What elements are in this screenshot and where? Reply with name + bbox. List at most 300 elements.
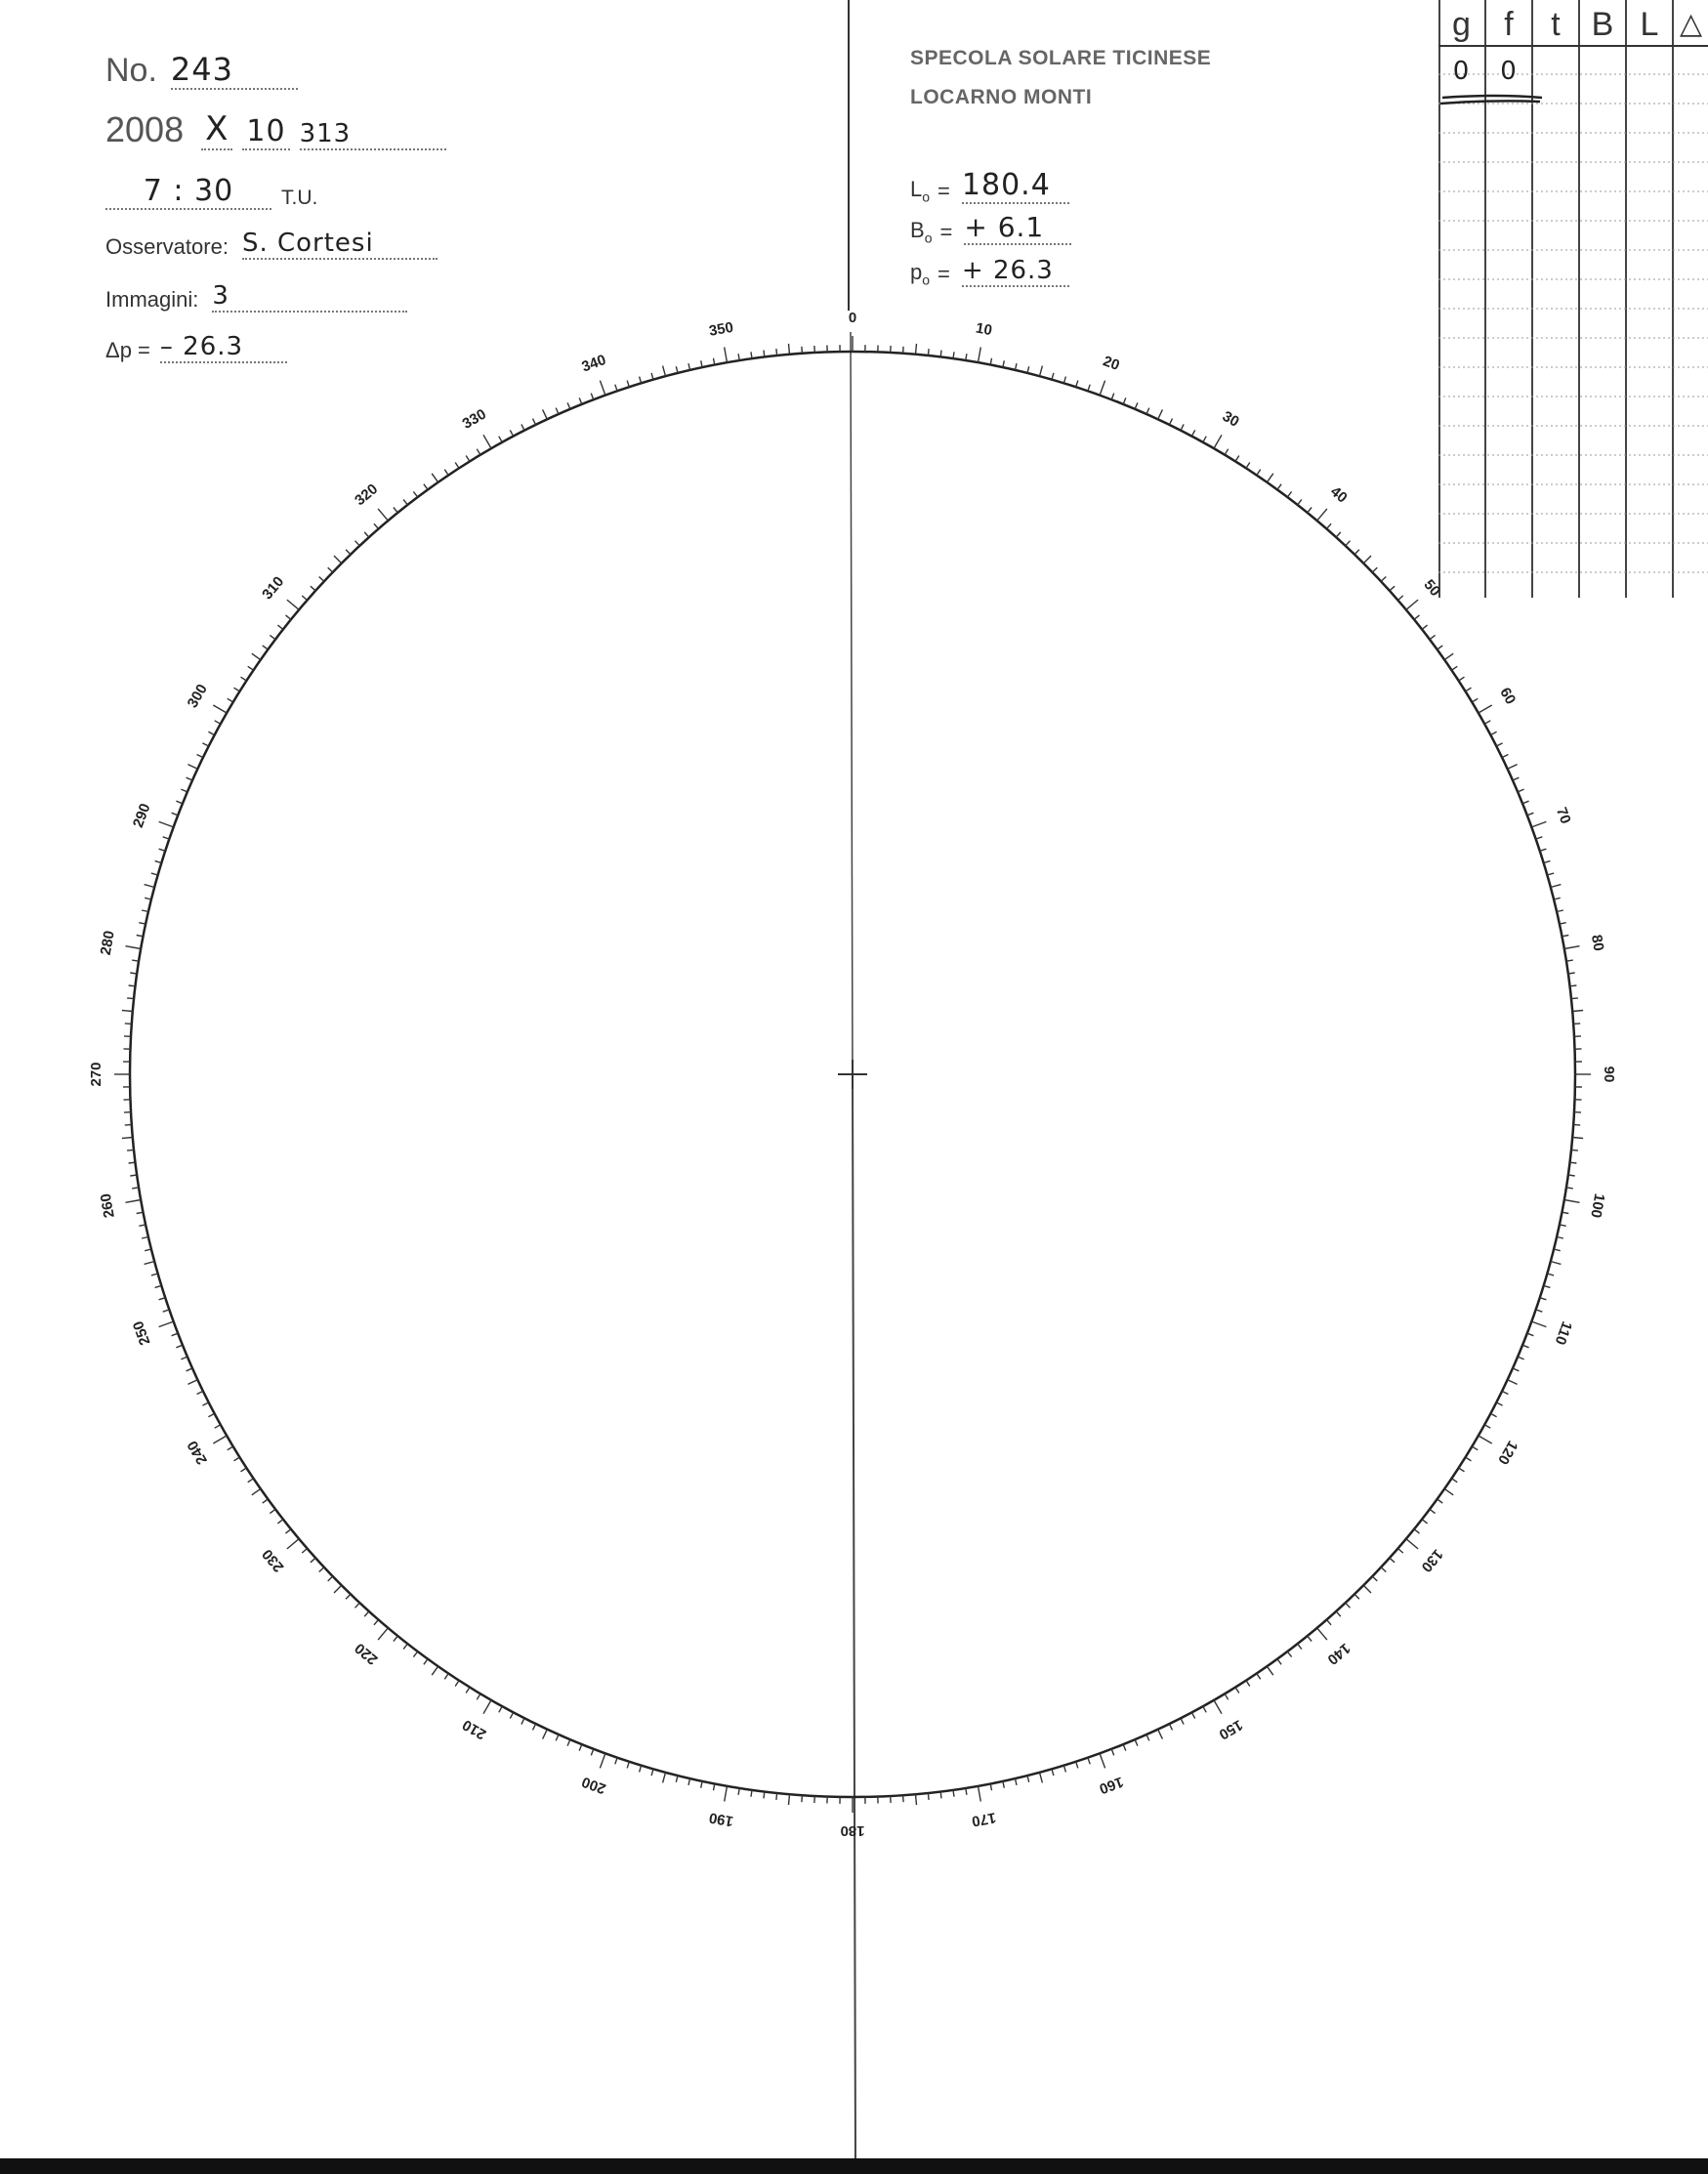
angle-label-350: 350 — [707, 318, 735, 340]
tick-322 — [403, 499, 407, 505]
tick-298 — [208, 732, 214, 734]
tick-28 — [1191, 430, 1194, 436]
cell-g-row1: 0 — [1452, 57, 1471, 86]
tick-64 — [1502, 755, 1508, 758]
tick-308 — [277, 625, 283, 629]
tick-127 — [1430, 1509, 1436, 1513]
tick-295 — [187, 765, 197, 770]
tick-339 — [591, 394, 594, 400]
tick-24 — [1146, 408, 1149, 414]
tick-149 — [1225, 1693, 1229, 1699]
tick-333 — [521, 424, 524, 430]
tick-176 — [903, 1795, 904, 1802]
ephemeris-B-eq: = — [939, 220, 953, 244]
tick-320 — [378, 509, 388, 521]
tick-129 — [1414, 1529, 1419, 1533]
angle-label-240: 240 — [184, 1438, 211, 1468]
tick-352 — [751, 352, 752, 358]
tick-16 — [1052, 373, 1054, 380]
tick-165 — [1040, 1773, 1043, 1783]
tick-319 — [374, 523, 379, 528]
tick-80 — [1564, 946, 1580, 949]
tick-143 — [1287, 1651, 1291, 1657]
tick-293 — [181, 789, 187, 792]
tick-84 — [1571, 998, 1578, 999]
angle-label-70: 70 — [1552, 805, 1574, 826]
tick-326 — [444, 470, 448, 476]
tick-287 — [155, 861, 162, 863]
tick-239 — [228, 1446, 233, 1450]
angle-label-310: 310 — [259, 573, 288, 604]
tick-341 — [615, 385, 617, 392]
tick-166 — [1027, 1776, 1029, 1782]
angle-label-160: 160 — [1097, 1773, 1126, 1798]
angle-label-260: 260 — [97, 1192, 118, 1220]
tick-202 — [579, 1744, 582, 1751]
tick-303 — [241, 677, 247, 681]
date-year: 2008 — [105, 109, 185, 149]
tick-190 — [725, 1786, 728, 1802]
tick-342 — [627, 381, 629, 388]
tick-107 — [1544, 1285, 1551, 1287]
tick-33 — [1246, 463, 1250, 469]
images-value: 3 — [212, 281, 407, 313]
tick-275 — [122, 1011, 133, 1012]
tick-160 — [1100, 1753, 1105, 1768]
col-header-L: L — [1627, 0, 1674, 45]
tick-152 — [1191, 1712, 1194, 1718]
tick-148 — [1235, 1688, 1239, 1693]
tick-142 — [1298, 1644, 1302, 1650]
tick-138 — [1336, 1611, 1341, 1616]
tick-74 — [1547, 873, 1554, 875]
tick-69 — [1527, 813, 1534, 815]
tick-34 — [1257, 470, 1261, 476]
tick-233 — [270, 1509, 275, 1513]
tick-257 — [142, 1237, 148, 1239]
tick-62 — [1490, 732, 1496, 734]
tick-232 — [277, 1520, 283, 1524]
tick-175 — [916, 1794, 917, 1805]
tick-122 — [1466, 1457, 1472, 1461]
tick-147 — [1246, 1681, 1250, 1687]
tick-110 — [1531, 1321, 1546, 1327]
tick-53 — [1430, 635, 1436, 639]
tick-285 — [145, 885, 155, 888]
tick-7 — [940, 351, 941, 357]
tick-211 — [477, 1693, 480, 1699]
tick-188 — [751, 1790, 752, 1797]
ephemeris-P-symbol: $p_o$ — [910, 259, 931, 287]
tick-216 — [424, 1659, 428, 1665]
angle-label-40: 40 — [1326, 482, 1351, 507]
no-value: 243 — [171, 51, 298, 90]
tick-105 — [1551, 1262, 1562, 1265]
tick-246 — [187, 1368, 192, 1371]
col-header-t: t — [1533, 0, 1580, 45]
tick-72 — [1540, 849, 1547, 851]
tick-42 — [1336, 532, 1341, 537]
tick-222 — [364, 1611, 369, 1616]
tick-187 — [764, 1792, 765, 1799]
tick-214 — [444, 1674, 448, 1680]
tick-355 — [789, 344, 790, 355]
tick-344 — [651, 373, 653, 380]
tick-56 — [1452, 666, 1458, 670]
angle-label-50: 50 — [1420, 576, 1444, 601]
tick-131 — [1398, 1549, 1403, 1554]
tick-347 — [688, 363, 690, 370]
tick-292 — [176, 801, 183, 804]
tick-118 — [1490, 1413, 1496, 1416]
tick-305 — [252, 653, 261, 659]
tick-100 — [1564, 1200, 1580, 1203]
angle-label-150: 150 — [1216, 1716, 1246, 1743]
cell-f-row1: 0 — [1500, 57, 1518, 86]
tick-280 — [126, 946, 142, 949]
tick-59 — [1472, 698, 1478, 702]
tick-19 — [1088, 385, 1090, 392]
angle-label-110: 110 — [1551, 1318, 1575, 1348]
angle-label-170: 170 — [970, 1809, 998, 1830]
tick-238 — [234, 1457, 240, 1461]
angle-label-330: 330 — [459, 405, 489, 433]
tick-207 — [521, 1718, 524, 1724]
tick-123 — [1459, 1468, 1465, 1472]
tick-155 — [1158, 1730, 1163, 1739]
tick-4 — [903, 347, 904, 354]
tick-23 — [1135, 402, 1138, 408]
tick-40 — [1317, 509, 1327, 521]
tick-35 — [1267, 474, 1272, 482]
tick-251 — [163, 1310, 170, 1312]
ephemeris-L-eq: = — [937, 179, 950, 203]
tick-117 — [1496, 1402, 1502, 1405]
tick-26 — [1169, 419, 1172, 425]
tick-236 — [248, 1479, 254, 1483]
tick-27 — [1181, 424, 1184, 430]
tick-109 — [1536, 1310, 1543, 1312]
tick-354 — [776, 349, 777, 355]
col-header-delta: △ — [1679, 8, 1703, 40]
tick-153 — [1181, 1718, 1184, 1724]
tick-288 — [159, 849, 166, 851]
ephemeris-L-symbol: $L_o$ — [910, 176, 931, 204]
tick-235 — [252, 1488, 261, 1494]
tick-46 — [1372, 567, 1377, 572]
tick-286 — [151, 873, 158, 875]
tick-68 — [1522, 801, 1529, 804]
tick-130 — [1406, 1539, 1418, 1549]
date-day: 10 — [242, 114, 289, 150]
tick-226 — [328, 1576, 333, 1581]
angle-label-180: 180 — [840, 1822, 865, 1840]
tick-200 — [600, 1753, 605, 1768]
tick-52 — [1422, 625, 1428, 629]
tick-244 — [197, 1391, 203, 1394]
tick-184 — [802, 1795, 803, 1802]
tick-209 — [499, 1706, 502, 1712]
tick-215 — [432, 1666, 437, 1675]
tick-225 — [334, 1585, 342, 1593]
tick-39 — [1308, 508, 1312, 513]
tick-266 — [125, 1125, 132, 1126]
tick-137 — [1346, 1603, 1351, 1608]
col-header-f: f — [1486, 0, 1533, 45]
tick-219 — [394, 1636, 397, 1641]
tick-71 — [1536, 837, 1543, 839]
tick-248 — [176, 1345, 183, 1348]
tick-38 — [1298, 499, 1302, 505]
tick-156 — [1146, 1735, 1149, 1740]
angle-label-100: 100 — [1587, 1192, 1608, 1220]
angle-label-130: 130 — [1417, 1545, 1446, 1575]
tick-113 — [1518, 1357, 1523, 1359]
tick-114 — [1513, 1368, 1519, 1371]
tick-307 — [270, 635, 275, 639]
tick-193 — [688, 1778, 690, 1785]
tick-77 — [1557, 910, 1563, 912]
tick-203 — [567, 1739, 570, 1745]
tick-201 — [591, 1749, 594, 1756]
tick-6 — [928, 349, 929, 355]
angle-label-250: 250 — [129, 1318, 154, 1348]
tick-296 — [197, 755, 203, 758]
tick-249 — [172, 1333, 179, 1336]
tick-253 — [155, 1285, 162, 1287]
tick-218 — [403, 1644, 407, 1650]
tick-31 — [1225, 449, 1229, 455]
angle-label-290: 290 — [129, 801, 154, 830]
tick-340 — [600, 381, 605, 396]
tick-297 — [202, 743, 208, 746]
tick-18 — [1076, 381, 1078, 388]
tick-41 — [1327, 523, 1332, 528]
tick-350 — [725, 348, 728, 363]
tick-332 — [510, 430, 513, 436]
ephemeris-L-value: 180.4 — [962, 168, 1069, 204]
tick-14 — [1027, 366, 1029, 373]
tick-302 — [234, 688, 240, 691]
angle-label-190: 190 — [707, 1809, 735, 1830]
col-header-g: g — [1438, 0, 1486, 45]
time-value: 7 : 30 — [105, 174, 271, 210]
tick-278 — [130, 973, 137, 974]
ephemeris-P-eq: = — [937, 262, 950, 286]
tick-48 — [1390, 586, 1395, 591]
tick-237 — [241, 1468, 247, 1472]
tick-252 — [159, 1298, 166, 1300]
angle-label-60: 60 — [1496, 685, 1520, 708]
col-header-B: B — [1580, 0, 1627, 45]
tick-134 — [1372, 1576, 1377, 1581]
tick-70 — [1531, 821, 1546, 827]
tick-135 — [1363, 1585, 1371, 1593]
tick-291 — [172, 813, 179, 815]
ephemeris-B-value: + 6.1 — [964, 211, 1071, 245]
tick-220 — [378, 1628, 388, 1640]
tick-124 — [1452, 1479, 1458, 1483]
angle-label-220: 220 — [352, 1639, 382, 1668]
tick-161 — [1088, 1758, 1090, 1765]
tick-25 — [1158, 409, 1163, 419]
images-label: Immagini: — [105, 287, 199, 312]
tick-63 — [1496, 743, 1502, 746]
tick-242 — [208, 1413, 214, 1416]
angle-label-140: 140 — [1323, 1639, 1354, 1668]
angle-label-300: 300 — [184, 681, 211, 711]
tick-111 — [1527, 1333, 1534, 1336]
angle-label-280: 280 — [97, 929, 118, 957]
tick-327 — [455, 463, 459, 469]
angle-label-210: 210 — [459, 1716, 489, 1743]
tick-128 — [1422, 1520, 1428, 1524]
tick-29 — [1203, 437, 1206, 442]
tick-158 — [1123, 1744, 1126, 1751]
tick-260 — [126, 1200, 142, 1203]
tick-21 — [1111, 394, 1114, 400]
tick-265 — [122, 1138, 133, 1139]
angle-label-320: 320 — [352, 481, 382, 510]
tick-195 — [663, 1773, 666, 1783]
tick-300 — [213, 705, 227, 713]
ephemeris-B-symbol: $B_o$ — [910, 217, 933, 245]
tick-55 — [1444, 653, 1453, 659]
tick-276 — [127, 998, 134, 999]
tick-170 — [979, 1786, 981, 1802]
tick-167 — [1016, 1778, 1018, 1785]
tick-321 — [394, 508, 397, 513]
tick-157 — [1135, 1739, 1138, 1745]
tick-312 — [311, 586, 315, 591]
tick-343 — [640, 377, 642, 384]
tick-125 — [1444, 1488, 1453, 1494]
tick-255 — [145, 1262, 155, 1265]
tick-13 — [1016, 363, 1018, 370]
no-label: No. — [105, 52, 157, 89]
tick-132 — [1390, 1558, 1395, 1563]
tick-213 — [455, 1681, 459, 1687]
tick-44 — [1354, 550, 1359, 555]
vertical-axis-lower — [853, 1080, 855, 2160]
tick-140 — [1317, 1628, 1327, 1640]
angle-label-80: 80 — [1587, 933, 1607, 953]
angle-label-270: 270 — [87, 1062, 104, 1087]
tick-106 — [1547, 1274, 1554, 1275]
tick-82 — [1568, 973, 1575, 974]
tick-234 — [263, 1499, 269, 1503]
tick-8 — [953, 352, 954, 358]
angle-label-20: 20 — [1101, 353, 1122, 375]
angle-label-120: 120 — [1494, 1438, 1521, 1468]
tick-314 — [328, 567, 333, 572]
tick-245 — [187, 1380, 197, 1385]
tick-208 — [510, 1712, 513, 1718]
tick-210 — [483, 1700, 491, 1714]
tick-247 — [181, 1357, 187, 1359]
angle-label-340: 340 — [579, 351, 608, 376]
date-rotation: 313 — [300, 119, 446, 150]
tick-36 — [1277, 484, 1281, 490]
tick-85 — [1572, 1011, 1583, 1012]
tick-162 — [1076, 1762, 1078, 1769]
tick-10 — [979, 348, 981, 363]
tick-217 — [413, 1651, 417, 1657]
tick-294 — [187, 777, 192, 780]
tick-133 — [1381, 1568, 1386, 1572]
tick-151 — [1203, 1706, 1206, 1712]
tick-164 — [1052, 1769, 1054, 1776]
tick-22 — [1123, 397, 1126, 404]
tick-76 — [1554, 898, 1561, 899]
tick-61 — [1484, 721, 1490, 724]
date-month: X — [201, 109, 232, 150]
tick-224 — [346, 1594, 351, 1599]
tick-139 — [1327, 1620, 1332, 1625]
tick-65 — [1508, 765, 1518, 770]
tick-32 — [1235, 456, 1239, 462]
observer-value: S. Cortesi — [242, 229, 437, 260]
observatory-location: LOCARNO MONTI — [910, 86, 1093, 108]
tick-229 — [302, 1549, 307, 1554]
tick-318 — [364, 532, 369, 537]
tick-301 — [228, 698, 233, 702]
tick-325 — [432, 474, 437, 482]
tick-75 — [1551, 885, 1562, 888]
tick-43 — [1346, 541, 1351, 546]
tick-144 — [1277, 1659, 1281, 1665]
tick-50 — [1406, 600, 1418, 609]
tick-112 — [1522, 1345, 1529, 1348]
bottom-scan-edge — [0, 2158, 1708, 2174]
tick-97 — [1570, 1162, 1577, 1163]
tick-230 — [287, 1539, 299, 1549]
tick-37 — [1287, 491, 1291, 497]
tick-250 — [159, 1321, 174, 1327]
tick-283 — [142, 910, 148, 912]
tick-277 — [129, 985, 136, 986]
tick-331 — [499, 437, 502, 442]
tick-57 — [1459, 677, 1465, 681]
tick-150 — [1214, 1700, 1222, 1714]
tick-346 — [676, 366, 678, 373]
tick-60 — [1479, 705, 1492, 713]
tick-317 — [355, 541, 360, 546]
tick-163 — [1063, 1766, 1065, 1773]
tick-223 — [355, 1603, 360, 1608]
angle-label-90: 90 — [1601, 1066, 1618, 1083]
tick-227 — [319, 1568, 324, 1572]
tick-299 — [215, 721, 221, 724]
tick-313 — [319, 577, 324, 582]
tick-330 — [483, 435, 491, 448]
tick-254 — [151, 1274, 158, 1275]
tick-324 — [424, 484, 428, 490]
tick-115 — [1508, 1380, 1518, 1385]
tick-103 — [1557, 1237, 1563, 1239]
tick-51 — [1414, 615, 1419, 619]
vertical-axis-upper — [851, 332, 853, 1080]
tick-335 — [543, 409, 548, 419]
tick-66 — [1513, 777, 1519, 780]
tick-94 — [1573, 1125, 1580, 1126]
tick-231 — [286, 1529, 291, 1533]
tick-136 — [1354, 1594, 1359, 1599]
tick-83 — [1570, 985, 1577, 986]
tick-228 — [311, 1558, 315, 1563]
tick-196 — [651, 1769, 653, 1776]
tick-323 — [413, 491, 417, 497]
